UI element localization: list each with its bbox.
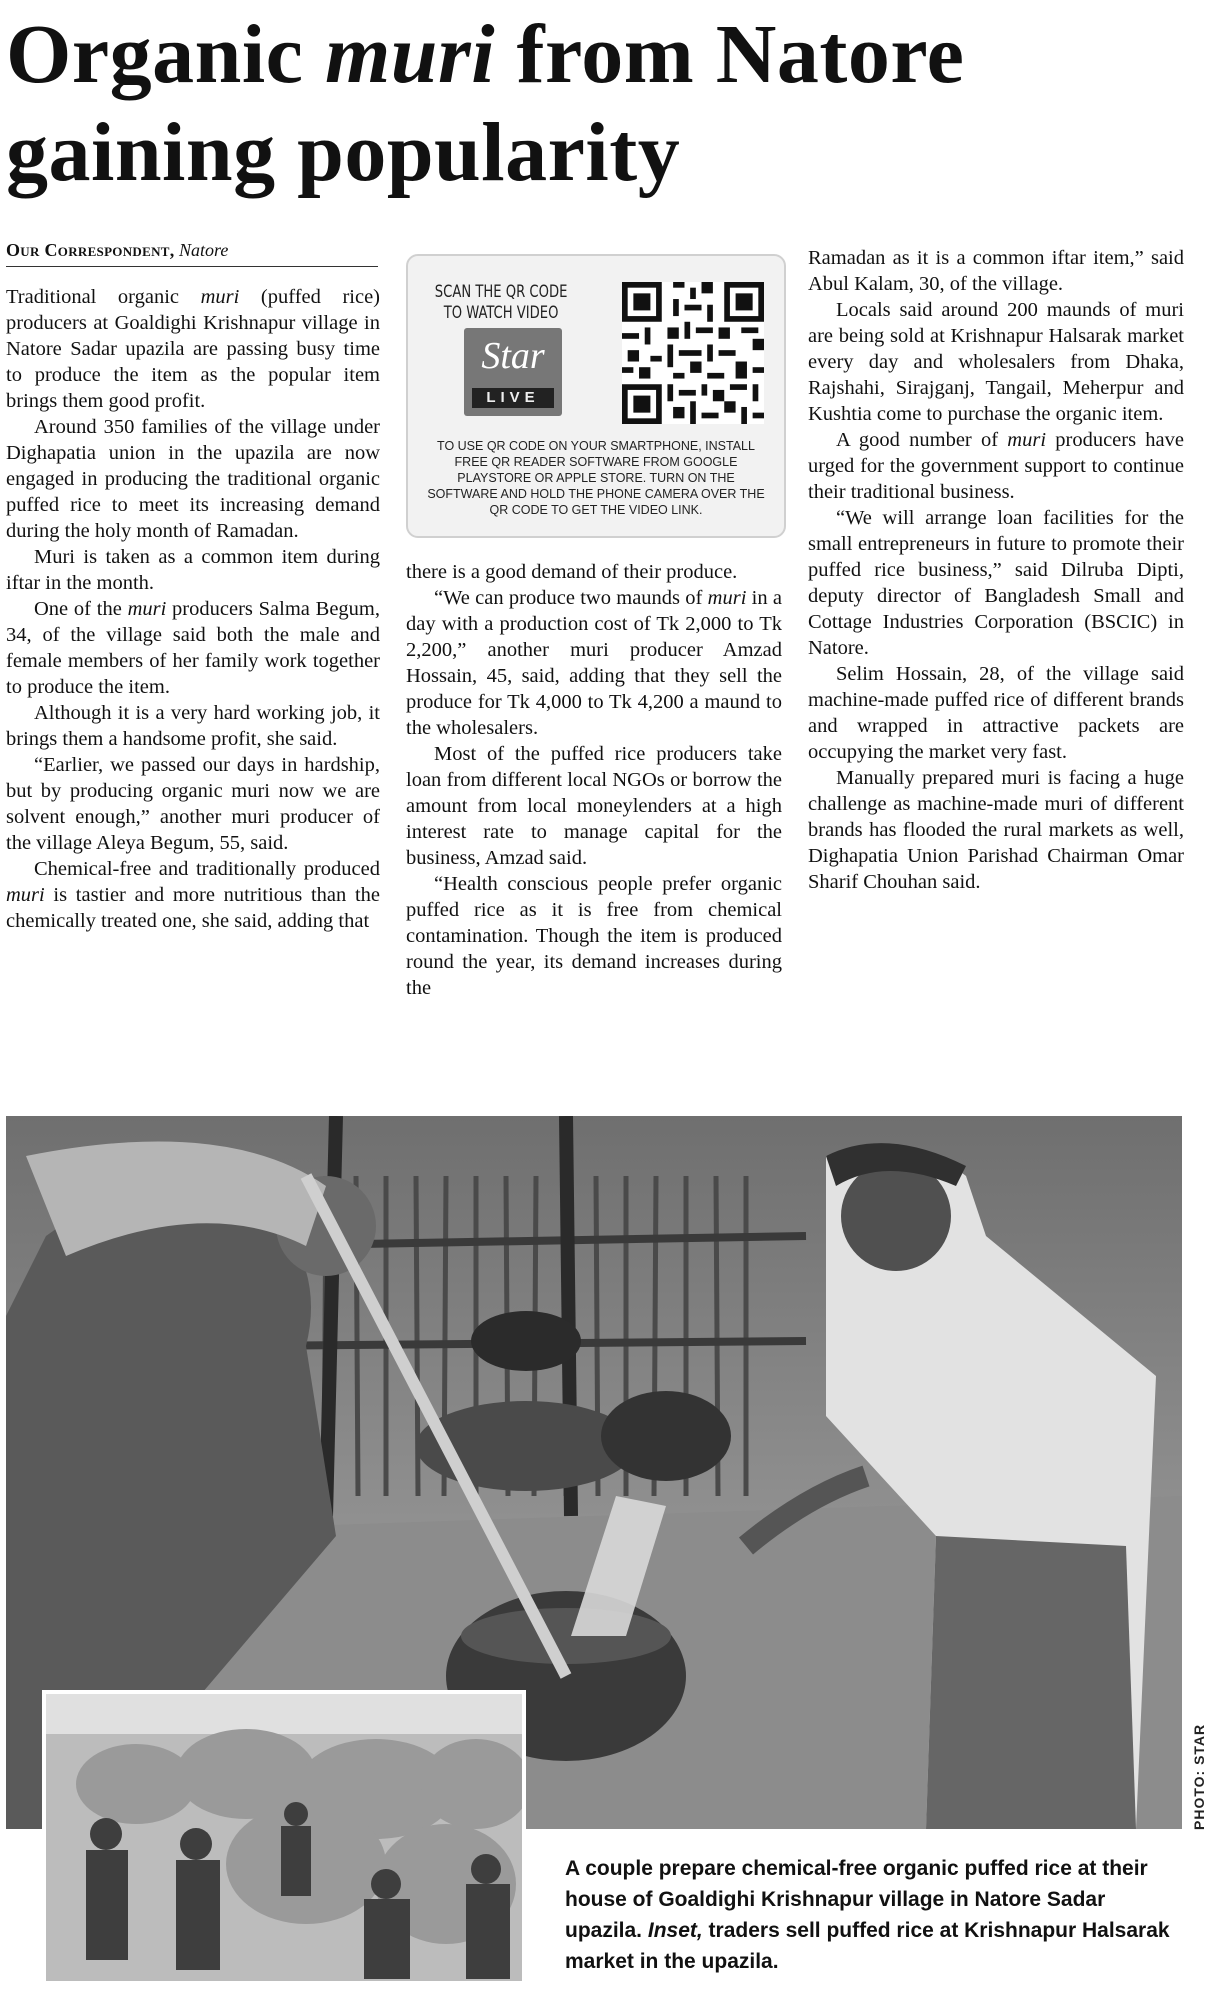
byline-rule [6, 266, 378, 267]
photo-credit: PHOTO: STAR [1191, 1723, 1207, 1830]
paragraph: “Health conscious people prefer organic puffed rice as it is free from chemical contamination. Though the item is produced round the year, its demand increases during the [406, 873, 782, 999]
headline [6, 6, 1216, 202]
qr-title: SCAN THE QR CODE TO WATCH VIDEO [434, 282, 568, 323]
paragraph: Selim Hossain, 28, of the village said machine-made puffed rice of different brands and wrapped in attractive packets are occupying the market very fast. [808, 663, 1184, 763]
headline-part2: from Natore gaining popularity [6, 8, 965, 199]
qr-code-icon[interactable] [622, 282, 764, 424]
inset-photo [42, 1690, 526, 1985]
paragraph: Around 350 families of the village under Dighapatia union in the upazila are now engaged in producing the traditional organic puffed rice to meet its increasing demand during the holy month of Ramadan. [6, 416, 380, 542]
qr-code-box [406, 254, 786, 538]
paragraph: Manually prepared muri is facing a huge challenge as machine-made muri of different brands has flooded the rural markets as well, Dighapatia Union Parishad Chairman Omar Sharif Chouhan said. [808, 767, 1184, 893]
paragraph: One of the muri producers Salma Begum, 34, of the village said both the male and female members of her family work together to produce the item. [6, 598, 380, 698]
paragraph: Although it is a very hard working job, it brings them a handsome profit, she said. [6, 702, 380, 750]
photo-caption: A couple prepare chemical-free organic puffed rice at their house of Goaldighi Krishnapur village in Natore Sadar upazila. Inset, traders sell puffed rice at Krishnapur Halsarak market in the upazila. [565, 1857, 1170, 1973]
article-column-3 [808, 245, 1184, 895]
paragraph: Ramadan as it is a common iftar item,” said Abul Kalam, 30, of the village. [808, 247, 1184, 295]
paragraph: Chemical-free and traditionally produced muri is tastier and more nutritious than the chemically treated one, she said, adding that [6, 858, 380, 932]
paragraph: “Earlier, we passed our days in hardship, but by producing organic muri now we are solvent enough,” another muri producer of the village Aleya Begum, 55, said. [6, 754, 380, 854]
paragraph: “We can produce two maunds of muri in a day with a production cost of Tk 2,000 to Tk 2,200,” another muri producer Amzad Hossain, 45, said, adding that they sell the produce for Tk 4,000 to Tk 4,200 a maund to the wholesalers. [406, 587, 782, 739]
headline-italic: muri [324, 8, 496, 101]
logo-live-text: LIVE [472, 388, 554, 408]
paragraph: Traditional organic muri (puffed rice) producers at Goaldighi Krishnapur village in Natore Sadar upazila are passing busy time to produce the item as the popular item brings them good profit. [6, 286, 380, 412]
headline-part1: Organic [6, 8, 325, 101]
qr-instructions: TO USE QR CODE ON YOUR SMARTPHONE, INSTALL FREE QR READER SOFTWARE FROM GOOGLE PLAYSTORE OR APPLE STORE. TURN ON THE SOFTWARE AND HOLD THE PHONE CAMERA OVER THE QR CODE TO GET THE VIDEO LINK. [427, 439, 765, 517]
paragraph: Most of the puffed rice producers take loan from different local NGOs or borrow the amount from local moneylenders at a high interest rate to manage capital for the business, Amzad said. [406, 743, 782, 869]
byline-correspondent: Our Correspondent, [6, 240, 175, 260]
byline [6, 240, 228, 261]
paragraph: “We will arrange loan facilities for the small entrepreneurs in future to promote their puffed rice business,” said Dilruba Dipti, deputy director of Bangladesh Small and Cottage Industries Corporation (BSCIC) in Natore. [808, 507, 1184, 659]
inset-illustration [46, 1694, 522, 1981]
paragraph: Muri is taken as a common item during iftar in the month. [6, 546, 380, 594]
logo-star-text: Star [481, 335, 545, 377]
byline-place: Natore [179, 240, 229, 260]
article-column-1 [6, 284, 380, 934]
paragraph: A good number of muri producers have urged for the government support to continue their traditional business. [808, 429, 1184, 503]
article-column-2 [406, 559, 782, 1001]
paragraph: Locals said around 200 maunds of muri are being sold at Krishnapur Halsarak market every day and wholesalers from Dhaka, Rajshahi, Sirajganj, Tangail, Meherpur and Kushtia come to purchase the organic item. [808, 299, 1184, 425]
star-live-logo [464, 328, 562, 416]
paragraph: there is a good demand of their produce. [406, 561, 738, 583]
